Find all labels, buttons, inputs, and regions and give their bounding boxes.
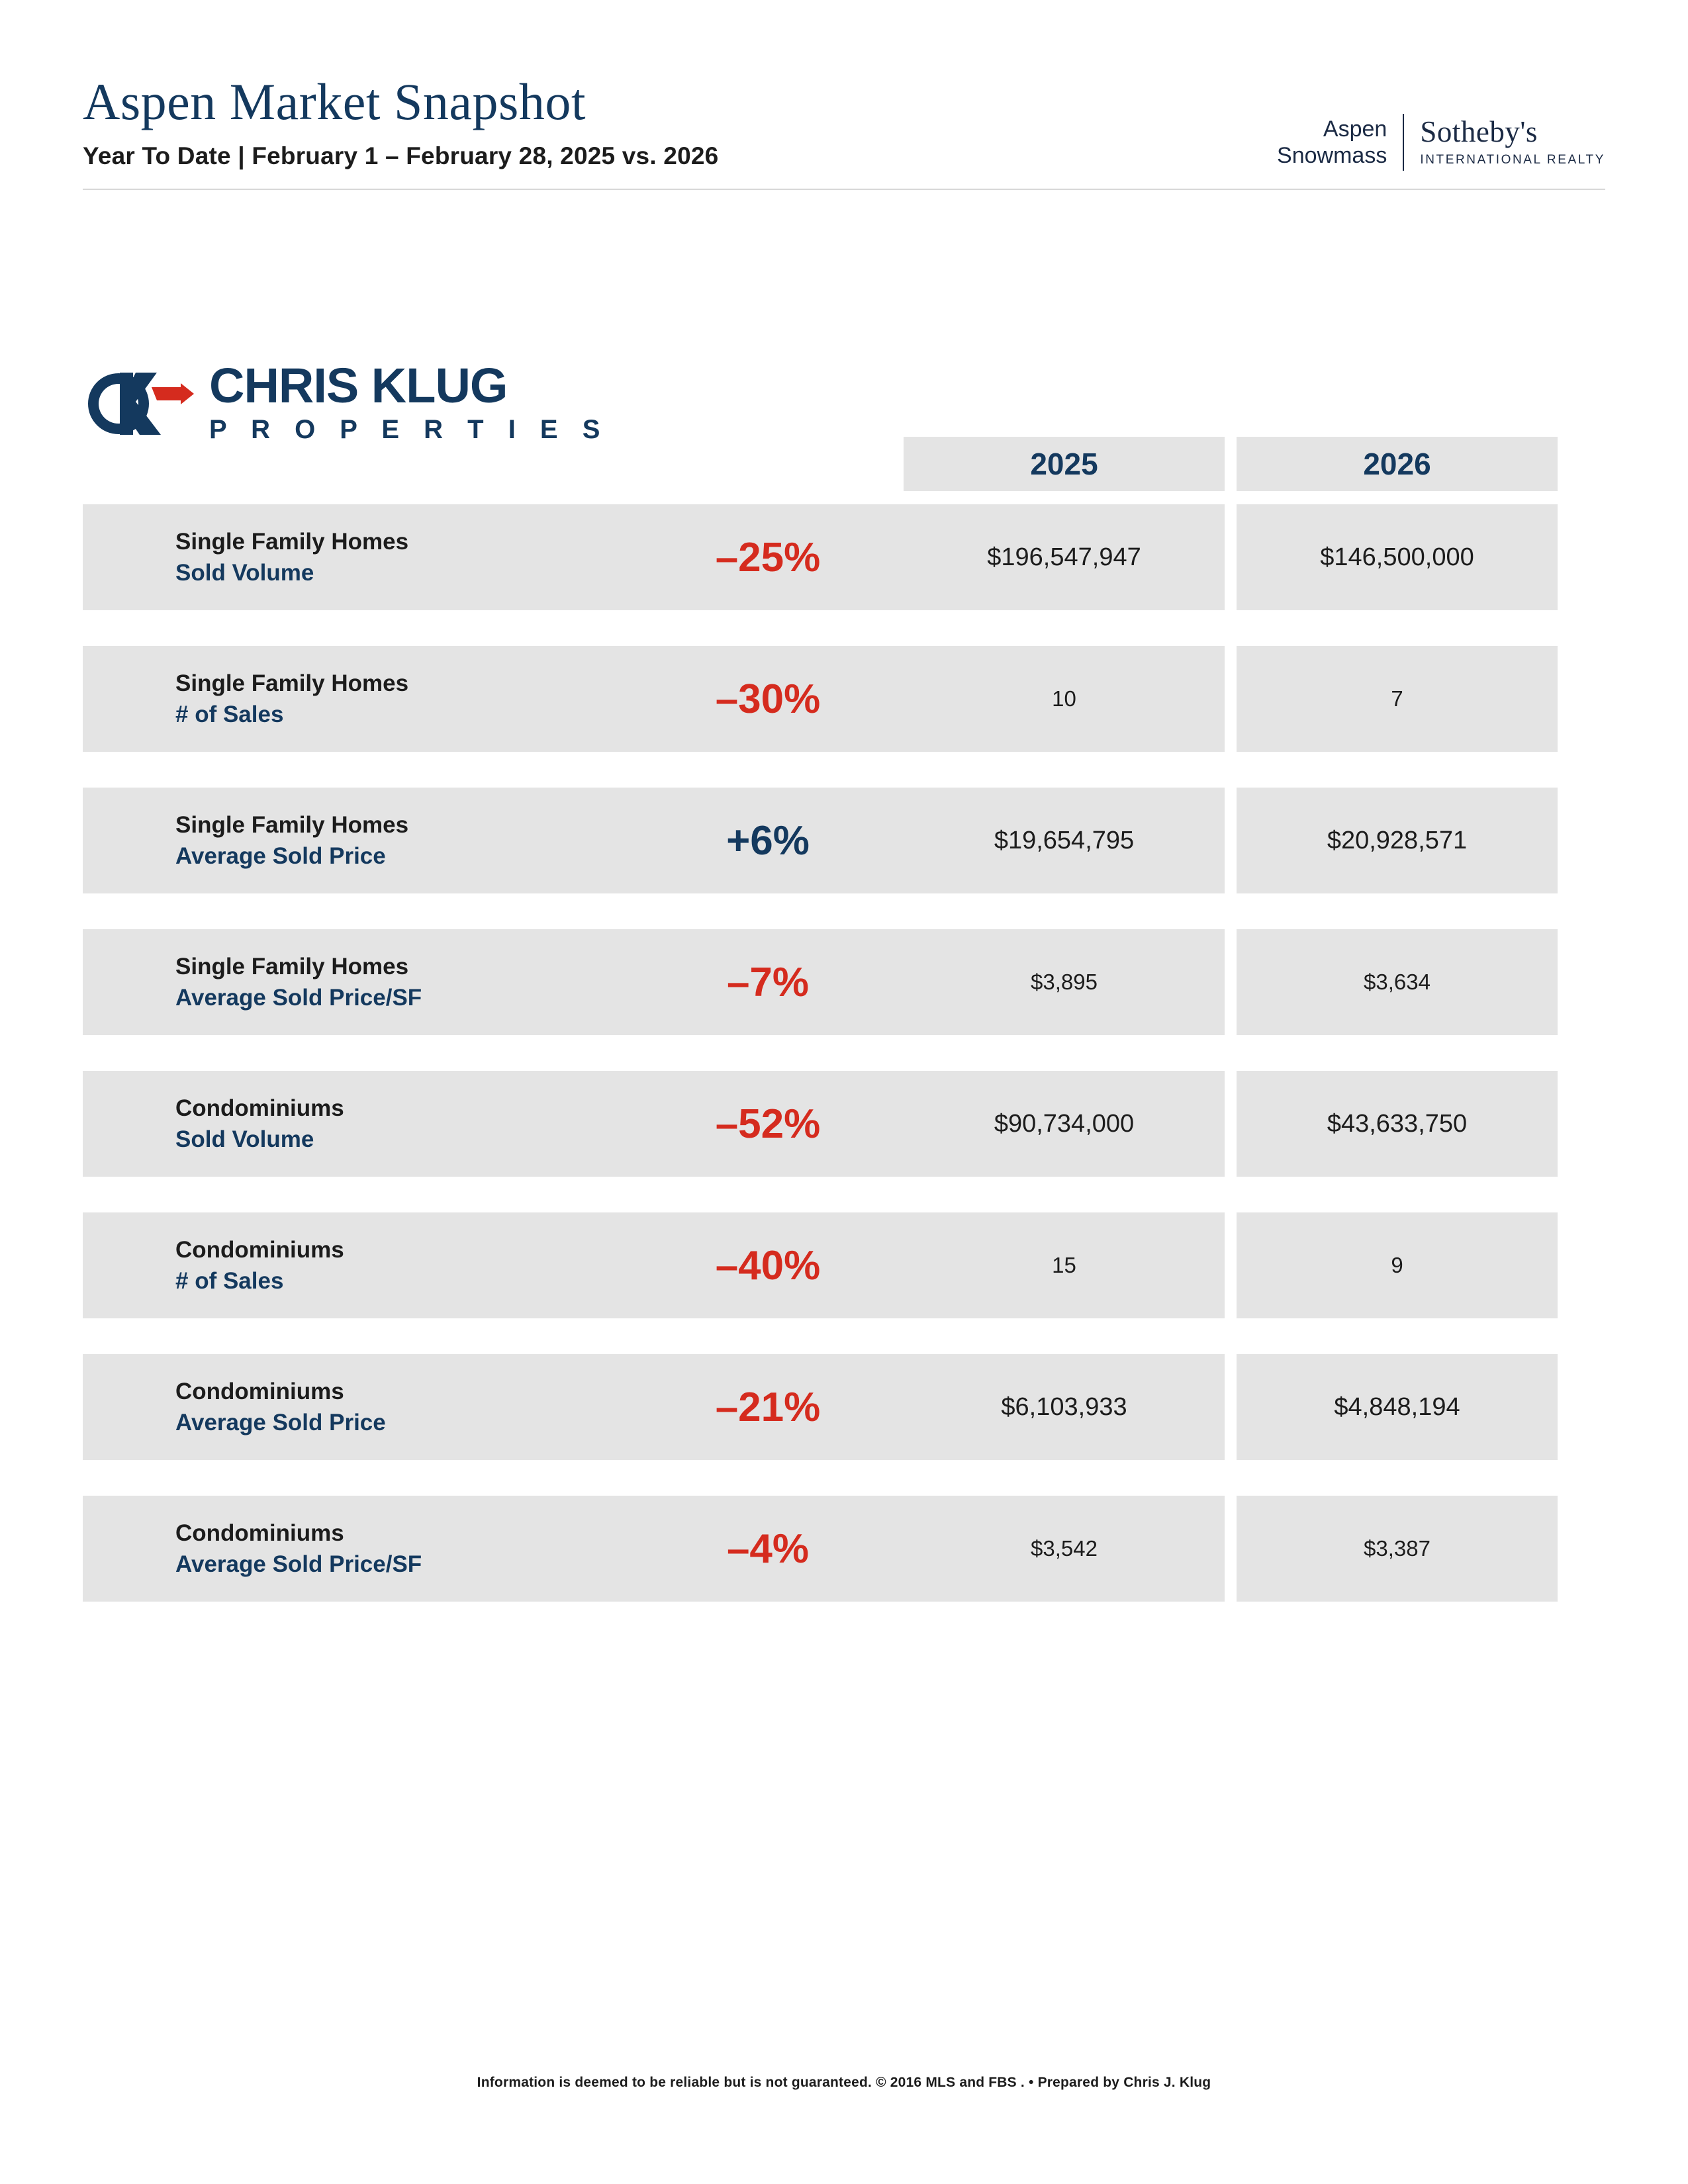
brokerage-brand-name: Sotheby's [1420,115,1538,148]
brokerage-office-line1: Aspen [1323,116,1387,142]
page-title: Aspen Market Snapshot [83,73,586,130]
row-change: –7% [632,929,904,1035]
table-row [83,1071,1605,1177]
row-category: Condominiums [175,1520,344,1546]
brokerage-brand [1404,117,1605,167]
cell-gap [1225,1496,1237,1602]
table-row [83,504,1605,610]
row-value-2025: 15 [904,1212,1225,1318]
table-row [83,1354,1605,1460]
subtitle-strong: Year To Date [83,142,231,169]
row-value-2025: $6,103,933 [904,1354,1225,1460]
row-label [83,929,632,1035]
row-change: –21% [632,1354,904,1460]
row-spacer [83,610,1605,633]
page-footer: Information is deemed to be reliable but is not guaranteed. © 2016 MLS and FBS . • Prepared by Chris J. Klug [477,2075,1211,2090]
column-header-2026: 2026 [1237,437,1558,491]
row-category: Single Family Homes [175,670,409,696]
cell-gap [1225,1354,1237,1460]
row-metric: Average Sold Price/SF [175,1551,422,1577]
cell-gap [1225,788,1237,893]
table-row [83,788,1605,893]
row-value-2025: $3,895 [904,929,1225,1035]
row-spacer [83,1318,1605,1341]
row-label [83,788,632,893]
logo-wordmark [209,358,609,444]
column-gap [1225,437,1237,491]
row-change: +6% [632,788,904,893]
row-change: –25% [632,504,904,610]
table-row [83,929,1605,1035]
row-value-2025: $19,654,795 [904,788,1225,893]
row-value-2025: 10 [904,646,1225,752]
row-metric: # of Sales [175,1268,284,1294]
row-category: Single Family Homes [175,811,409,838]
logo-properties: P R O P E R T I E S [209,414,609,444]
row-change: –52% [632,1071,904,1177]
sothebys-lockup [1277,114,1605,171]
row-change: –40% [632,1212,904,1318]
row-label [83,1071,632,1177]
chris-klug-logo [83,358,609,447]
row-spacer [83,752,1605,774]
row-spacer [83,1460,1605,1482]
row-category: Condominiums [175,1378,344,1404]
column-header-2025: 2025 [904,437,1225,491]
logo-name: CHRIS KLUG [209,358,508,414]
table-row [83,1212,1605,1318]
cell-gap [1225,646,1237,752]
table-header-row [83,437,1605,491]
row-value-2025: $3,542 [904,1496,1225,1602]
row-spacer [83,893,1605,916]
row-label [83,1354,632,1460]
row-metric: Sold Volume [175,1126,314,1152]
header-divider [83,189,1605,190]
row-metric: Average Sold Price [175,843,386,869]
row-spacer [83,1177,1605,1199]
row-metric: Average Sold Price [175,1410,386,1435]
brokerage-office-line2: Snowmass [1277,143,1387,168]
row-metric: Sold Volume [175,560,314,586]
row-value-2026: $20,928,571 [1237,788,1558,893]
row-category: Condominiums [175,1236,344,1263]
row-value-2026: $146,500,000 [1237,504,1558,610]
row-value-2026: $3,387 [1237,1496,1558,1602]
row-value-2025: $196,547,947 [904,504,1225,610]
market-stats-table [83,437,1605,1602]
row-value-2026: $4,848,194 [1237,1354,1558,1460]
cell-gap [1225,929,1237,1035]
ck-monogram-icon [83,361,205,447]
table-row [83,646,1605,752]
row-category: Single Family Homes [175,528,409,555]
row-label [83,1496,632,1602]
row-value-2026: 9 [1237,1212,1558,1318]
row-value-2026: $3,634 [1237,929,1558,1035]
row-spacer [83,1035,1605,1058]
brokerage-brand-sub: INTERNATIONAL REALTY [1420,153,1605,167]
subtitle-separator: | [230,142,252,169]
row-value-2025: $90,734,000 [904,1071,1225,1177]
subtitle-daterange: February 1 – February 28, 2025 vs. 2026 [252,142,719,169]
row-label [83,646,632,752]
row-change: –4% [632,1496,904,1602]
row-category: Single Family Homes [175,953,409,979]
row-label [83,1212,632,1318]
row-value-2026: $43,633,750 [1237,1071,1558,1177]
page-header [83,0,1605,169]
table-header-spacer [83,437,904,491]
row-metric: Average Sold Price/SF [175,985,422,1011]
cell-gap [1225,1212,1237,1318]
table-row [83,1496,1605,1602]
row-category: Condominiums [175,1095,344,1121]
brokerage-office [1277,116,1403,169]
row-value-2026: 7 [1237,646,1558,752]
cell-gap [1225,1071,1237,1177]
cell-gap [1225,504,1237,610]
row-label [83,504,632,610]
row-metric: # of Sales [175,702,284,727]
row-change: –30% [632,646,904,752]
